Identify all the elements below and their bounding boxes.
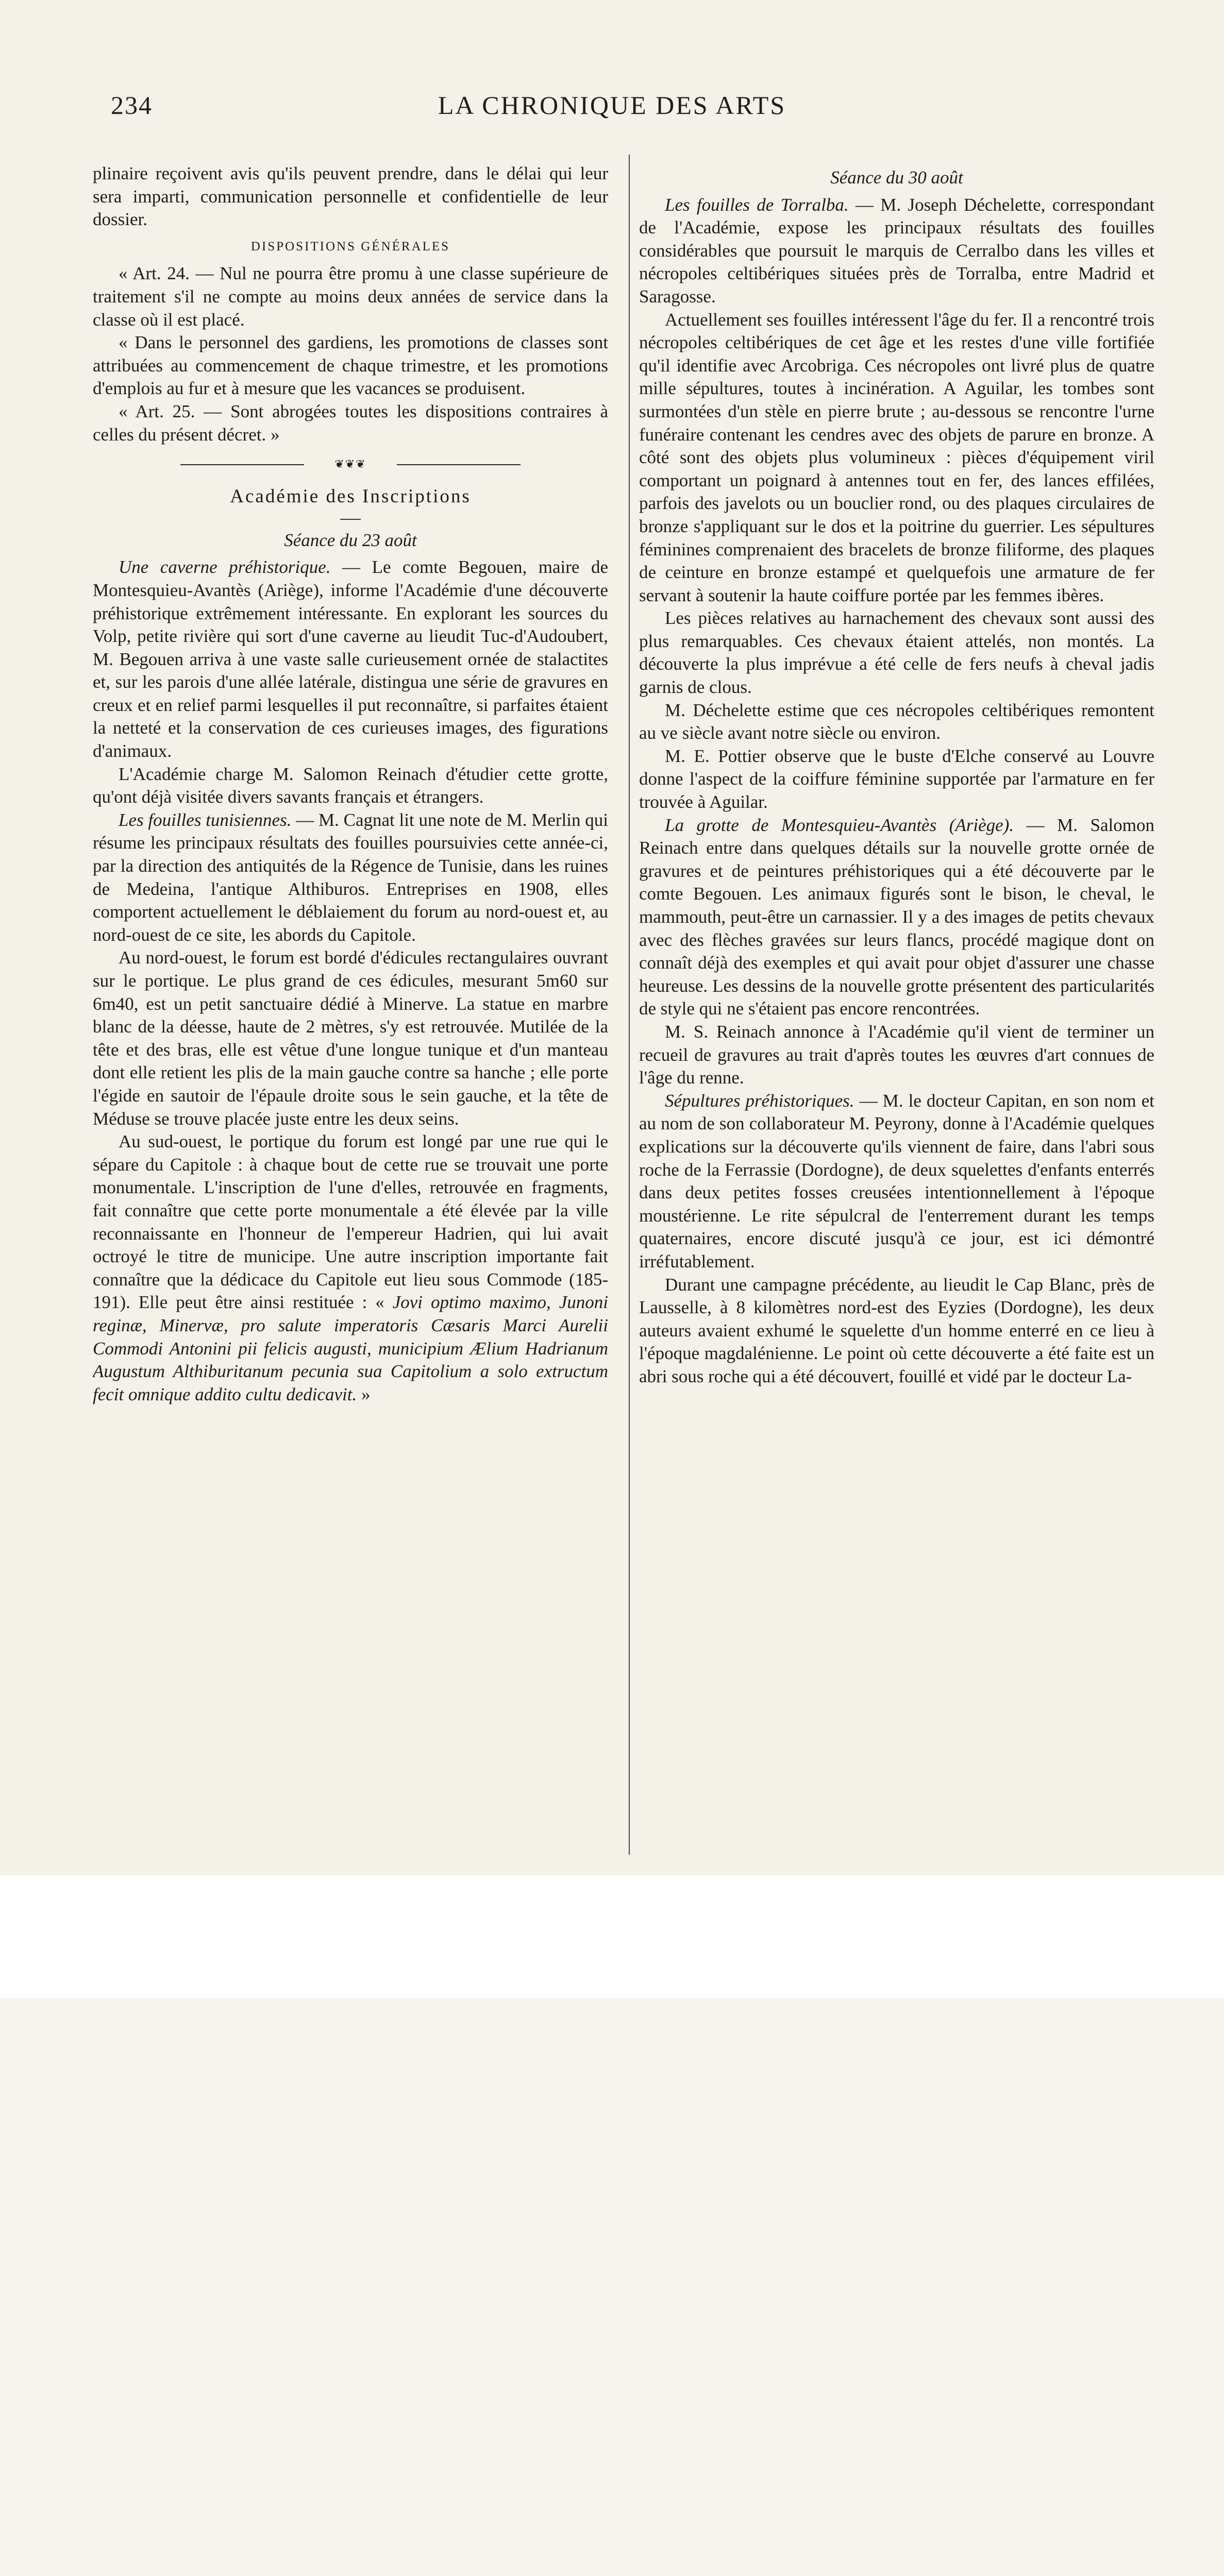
paragraph: Actuellement ses fouilles intéressent l'âge du fer. Il a rencontré trois nécropoles celtibériques de cet âge et les restes d'une ville fortifiée qu'il identifie avec Arcobriga. Ces nécropoles ont livré plus de quatre mille sépultures, toutes à incinération. A Aguilar, les tombes sont surmontées d'un stèle en pierre brute ; au-dessous se rencontre l'urne funéraire contenant les cendres avec des objets de parure en bronze. A côté sont des objets plus volumineux : pièces d'équipement viril comportant un poignard à antennes tout en fer, des lances effilées, parfois des javelots ou un bouclier rond, ou des plaques circulaires de bronze s'appliquant sur le dos et la poitrine du guerrier. Les sépultures féminines comprenaient des bracelets de bronze filiforme, des plaques de ceinture en bronze estampé et quelquefois une armature de fer servant à soutenir la haute coiffure portée par les femmes ibères.: [639, 309, 1154, 605]
left-column: [93, 162, 608, 1824]
paragraph: plinaire reçoivent avis qu'ils peuvent prendre, dans le délai qui leur sera imparti, communication personnelle et confidentielle de leur dossier.: [93, 163, 608, 230]
paragraph: « Art. 25. — Sont abrogées toutes les dispositions contraires à celles du présent décret. »: [93, 401, 608, 445]
paragraph: M. Déchelette estime que ces nécropoles celtibériques remontent au ve siècle avant notre siècle ou environ.: [639, 700, 1154, 743]
dispositions-heading: DISPOSITIONS GÉNÉRALES: [250, 239, 450, 253]
journal-title: LA CHRONIQUE DES ARTS: [438, 91, 786, 120]
paragraph-title: Les fouilles de Torralba.: [665, 194, 849, 215]
paragraph: Au sud-ouest, le portique du forum est longé par une rue qui le sépare du Capitole : à chaque bout de cette rue se trouvait une porte monumentale. L'inscription de l'une d'elles, retrouvée en fragments, fait connaître que cette porte monumentale a été élevée par la ville reconnaissante en l'honneur de l'empereur Hadrien, qui lui avait octroyé le titre de municipe. Une autre inscription importante fait connaître que la dédicace du Capitole eut lieu sous Commode (185-191). Elle peut être ainsi restituée : « Jovi optimo maximo, Junoni reginæ, Minervæ, pro salute imperatoris Cæsaris Marci Aurelii Commodi Antonini pii felicis augusti, municipium Ælium Hadrianum Augustum Althiburitanum pecunia sua Capitolium a solo extructum fecit omnique addito cultu dedicavit. »: [93, 1131, 608, 1404]
ornamental-rule: ❦❦❦: [93, 454, 608, 475]
paragraph: Les fouilles de Torralba. — M. Joseph Déchelette, correspondant de l'Académie, expose les principaux résultats des fouilles considérables que poursuit le marquis de Cerralbo dans les villes et nécropoles celtibériques situées près de Torralba, entre Madrid et Saragosse.: [639, 194, 1154, 307]
digitization-footer: [0, 1875, 1224, 1998]
running-header: [0, 90, 1224, 126]
column-divider: [629, 155, 630, 1855]
paragraph-title: Sépultures préhistoriques.: [665, 1090, 854, 1111]
paragraph: Les fouilles tunisiennes. — M. Cagnat lit une note de M. Merlin qui résume les principaux résultats des fouilles poursuivies cette année-ci, par la direction des antiquités de la Régence de Tunisie, dans les ruines de Medeina, l'antique Althiburos. Entreprises en 1908, elles comportent actuellement le déblaiement du forum au nord-ouest et, au nord-ouest de ce site, les abords du Capitole.: [93, 809, 608, 945]
paragraph: « Dans le personnel des gardiens, les promotions de classes sont attribuées au commencement de chaque trimestre, et les promotions d'emplois au fur et à mesure que les vacances se produisent.: [93, 332, 608, 399]
paragraph-title: La grotte de Montesquieu-Avantès (Ariège).: [665, 815, 1014, 835]
seance-heading: Séance du 23 août: [284, 530, 417, 550]
paragraph: « Art. 24. — Nul ne pourra être promu à une classe supérieure de traitement s'il ne compte au moins deux années de service dans la classe où il est placé.: [93, 263, 608, 330]
paragraph: M. E. Pottier observe que le buste d'Elche conservé au Louvre donne l'aspect de la coiffure féminine supportée par l'armature en fer trouvée à Aguilar.: [639, 745, 1154, 812]
paragraph: Au nord-ouest, le forum est bordé d'édicules rectangulaires ouvrant sur le portique. Le plus grand de ces édicules, mesurant 5m60 sur 6m40, est un petit sanctuaire dédié à Minerve. La statue en marbre blanc de la déesse, haute de 2 mètres, s'y est retrouvée. Mutilée de la tête et des bras, elle est vêtue d'une longue tunique et d'un manteau dont elle retient les plis de la main gauche contre sa hanche ; elle porte l'égide en sautoir de l'épaule droite sous le sein gauche, et la tête de Méduse se trouve placée juste entre les deux seins.: [93, 947, 608, 1129]
right-column: [639, 162, 1154, 1824]
paragraph-title: Une caverne préhistorique.: [119, 557, 331, 578]
seance-heading: Séance du 30 août: [830, 167, 963, 188]
latin-inscription: Jovi optimo maximo, Junoni reginæ, Minervæ, pro salute imperatoris Cæsaris Marci Aurelii Commodi Antonini pii felicis augusti, municipium Ælium Hadrianum Augustum Althiburitanum pecunia sua Capitolium a solo extructum fecit omnique addito cultu dedicavit.: [93, 1292, 608, 1404]
paragraph: Une caverne préhistorique. — Le comte Begouen, maire de Montesquieu-Avantès (Ariège), informe l'Académie d'une découverte préhistorique extrêmement intéressante. En explorant les sources du Volp, petite rivière qui sort d'une caverne au lieudit Tuc-d'Audoubert, M. Begouen arriva à une vaste salle curieusement ornée de stalactites et, sur les parois d'une allée latérale, distingua une série de gravures en creux et en relief parmi lesquelles il put reconnaître, si parfaites étaient la netteté et la conservation de ces curieuses images, des figurations d'animaux.: [93, 557, 608, 761]
page-number: 234: [111, 91, 153, 120]
paragraph: Sépultures préhistoriques. — M. le docteur Capitan, en son nom et au nom de son collaborateur M. Peyrony, donne à l'Académie quelques explications sur la découverte qu'ils viennent de faire, dans l'abri sous roche de la Ferrassie (Dordogne), de deux squelettes d'enfants enterrés dans deux petites fosses creusées intentionnellement à l'époque moustérienne. Le rite sépulcral de l'enterrement durant les temps quaternaires, encore discuté jusqu'à ce jour, est ici démontré irréfutablement.: [639, 1090, 1154, 1272]
paragraph: Durant une campagne précédente, au lieudit le Cap Blanc, près de Lausselle, à 8 kilomètres nord-est des Eyzies (Dordogne), les deux auteurs avaient exhumé le squelette d'un homme enterré en ce lieu à l'époque magdalénienne. Le point où cette découverte a été faite est un abri sous roche qui a été découvert, fouillé et vidé par le docteur La-: [639, 1274, 1154, 1386]
section-title: Académie des Inscriptions: [230, 486, 471, 507]
paragraph: L'Académie charge M. Salomon Reinach d'étudier cette grotte, qu'ont déjà visitée divers savants français et étrangers.: [93, 764, 608, 807]
title-dash: [340, 519, 361, 520]
paragraph: La grotte de Montesquieu-Avantès (Ariège). — M. Salomon Reinach entre dans quelques détails sur la nouvelle grotte ornée de gravures et de peintures préhistoriques qui a été découverte par le comte Begouen. Les animaux figurés sont le bison, le cheval, le mammouth, peut-être un carnassier. Il y a des images de petits chevaux avec des flèches gravées sur leurs flancs, procédé magique dont on connaît déjà des exemples et qui avait pour objet d'assurer une chasse heureuse. Les dessins de la nouvelle grotte présentent des particularités de style qui ne s'étaient pas encore rencontrées.: [639, 815, 1154, 1019]
paragraph: Les pièces relatives au harnachement des chevaux sont aussi des plus remarquables. Ces chevaux étaient attelés, non montés. La découverte la plus imprévue a été celle de fers neufs à cheval jadis garnis de clous.: [639, 608, 1154, 698]
paragraph-title: Les fouilles tunisiennes.: [119, 809, 292, 830]
paragraph: M. S. Reinach annonce à l'Académie qu'il vient de terminer un recueil de gravures au trait d'après toutes les œuvres d'art connues de l'âge du renne.: [639, 1021, 1154, 1088]
